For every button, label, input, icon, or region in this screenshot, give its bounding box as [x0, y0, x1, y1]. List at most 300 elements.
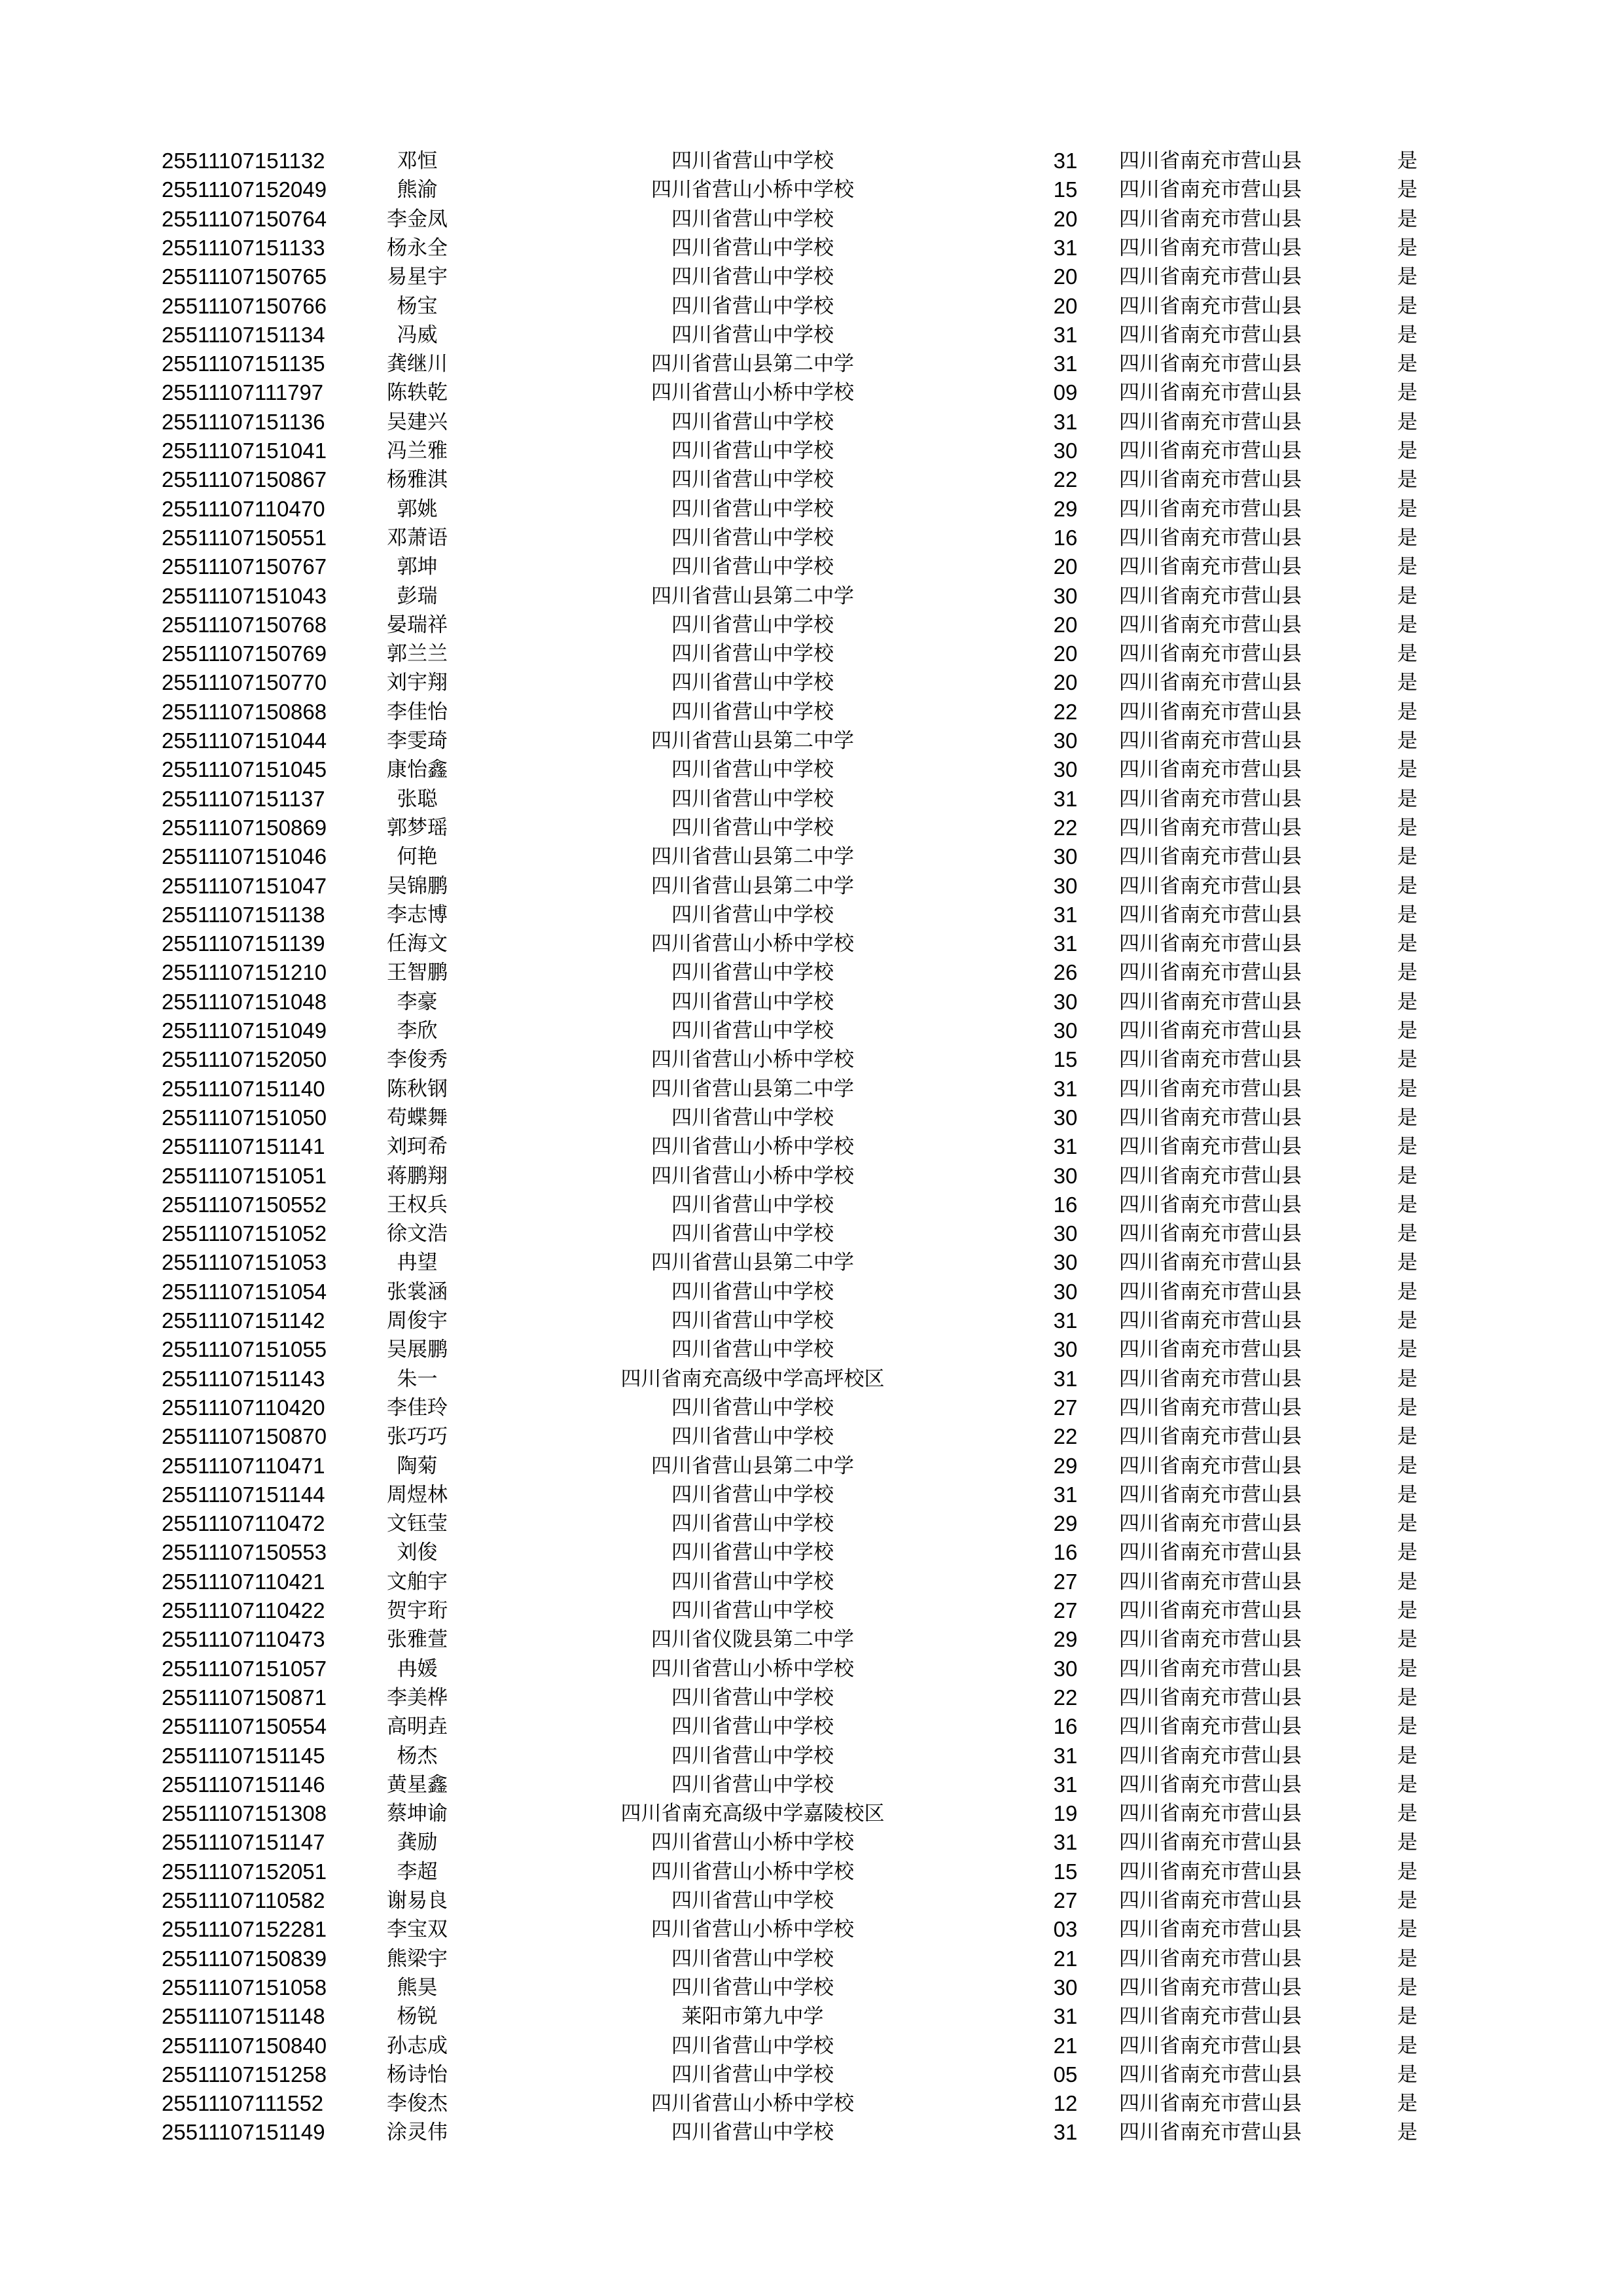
flag-cell: 是 [1397, 613, 1418, 637]
region-cell: 四川省南充市营山县 [1119, 1164, 1302, 1188]
student-name-cell: 杨雅淇 [387, 468, 448, 492]
student-name-cell: 李志博 [387, 903, 448, 927]
student-id-cell: 25511107151046 [162, 844, 327, 869]
flag-cell: 是 [1397, 1338, 1418, 1362]
region-cell: 四川省南充市营山县 [1119, 294, 1302, 318]
code-cell: 20 [1053, 293, 1078, 318]
school-name-cell: 莱阳市第九中学 [681, 2005, 824, 2029]
student-id-cell: 25511107150551 [162, 525, 327, 550]
student-name-cell: 孙志成 [387, 2034, 448, 2058]
table-row [0, 147, 1623, 175]
region-cell: 四川省南充市营山县 [1119, 352, 1302, 376]
student-id-cell: 25511107151149 [162, 2120, 325, 2145]
student-name-cell: 贺宇珩 [387, 1599, 448, 1623]
region-cell: 四川省南充市营山县 [1119, 468, 1302, 492]
code-cell: 31 [1053, 1134, 1078, 1159]
flag-cell: 是 [1397, 439, 1418, 463]
student-name-cell: 张聪 [397, 787, 438, 811]
school-name-cell: 四川省南充高级中学高坪校区 [620, 1367, 885, 1391]
code-cell: 30 [1053, 1656, 1078, 1681]
region-cell: 四川省南充市营山县 [1119, 1628, 1302, 1652]
school-name-cell: 四川省营山中学校 [671, 990, 834, 1014]
region-cell: 四川省南充市营山县 [1119, 1802, 1302, 1826]
student-name-cell: 杨杰 [397, 1744, 438, 1768]
student-id-cell: 25511107151145 [162, 1743, 325, 1768]
school-name-cell: 四川省营山小桥中学校 [651, 1048, 854, 1072]
code-cell: 22 [1053, 815, 1078, 840]
student-name-cell: 李俊杰 [387, 2092, 448, 2116]
school-name-cell: 四川省营山中学校 [671, 1512, 834, 1536]
school-name-cell: 四川省营山中学校 [671, 1744, 834, 1768]
region-cell: 四川省南充市营山县 [1119, 961, 1302, 985]
code-cell: 20 [1053, 641, 1078, 666]
student-id-cell: 25511107110422 [162, 1598, 325, 1623]
student-id-cell: 25511107151138 [162, 902, 325, 927]
flag-cell: 是 [1397, 1715, 1418, 1739]
school-name-cell: 四川省营山中学校 [671, 1222, 834, 1246]
student-name-cell: 陶菊 [397, 1454, 438, 1478]
table-row [0, 901, 1623, 929]
school-name-cell: 四川省营山中学校 [671, 642, 834, 666]
region-cell: 四川省南充市营山县 [1119, 1831, 1302, 1855]
student-id-cell: 25511107150769 [162, 641, 327, 666]
flag-cell: 是 [1397, 294, 1418, 318]
student-name-cell: 熊昊 [397, 1975, 438, 2000]
code-cell: 22 [1053, 467, 1078, 492]
student-id-cell: 25511107151148 [162, 2004, 325, 2029]
code-cell: 30 [1053, 1337, 1078, 1362]
region-cell: 四川省南充市营山县 [1119, 1367, 1302, 1391]
flag-cell: 是 [1397, 1772, 1418, 1797]
code-cell: 29 [1053, 496, 1078, 521]
region-cell: 四川省南充市营山县 [1119, 845, 1302, 869]
table-row [0, 495, 1623, 524]
student-name-cell: 刘俊 [397, 1541, 438, 1565]
table-row [0, 1103, 1623, 1132]
flag-cell: 是 [1397, 1077, 1418, 1101]
region-cell: 四川省南充市营山县 [1119, 381, 1302, 405]
table-row [0, 1568, 1623, 1596]
student-name-cell: 陈轶乾 [387, 381, 448, 405]
student-id-cell: 25511107110582 [162, 1888, 325, 1912]
region-cell: 四川省南充市营山县 [1119, 874, 1302, 898]
student-name-cell: 郭梦瑶 [387, 816, 448, 840]
student-id-cell: 25511107151132 [162, 149, 325, 173]
student-id-cell: 25511107151134 [162, 322, 325, 347]
student-name-cell: 冉望 [397, 1251, 438, 1275]
student-name-cell: 晏瑞祥 [387, 613, 448, 637]
school-name-cell: 四川省营山小桥中学校 [651, 1831, 854, 1855]
code-cell: 29 [1053, 1627, 1078, 1652]
table-row [0, 1306, 1623, 1335]
region-cell: 四川省南充市营山县 [1119, 555, 1302, 579]
student-id-cell: 25511107150869 [162, 815, 327, 840]
student-name-cell: 康怡鑫 [387, 758, 448, 782]
region-cell: 四川省南充市营山县 [1119, 903, 1302, 927]
student-name-cell: 蔡坤谕 [387, 1802, 448, 1826]
flag-cell: 是 [1397, 236, 1418, 260]
code-cell: 31 [1053, 1308, 1078, 1333]
school-name-cell: 四川省营山中学校 [671, 613, 834, 637]
region-cell: 四川省南充市营山县 [1119, 1135, 1302, 1159]
student-id-cell: 25511107151050 [162, 1105, 327, 1130]
code-cell: 30 [1053, 873, 1078, 898]
student-id-cell: 25511107150764 [162, 206, 327, 231]
school-name-cell: 四川省营山县第二中学 [651, 1077, 854, 1101]
student-name-cell: 高明垚 [387, 1715, 448, 1739]
table-row [0, 2089, 1623, 2118]
student-name-cell: 龚继川 [387, 352, 448, 376]
student-id-cell: 25511107151058 [162, 1975, 327, 2000]
student-id-cell: 25511107151137 [162, 786, 325, 811]
school-name-cell: 四川省营山小桥中学校 [651, 178, 854, 202]
student-id-cell: 25511107151141 [162, 1134, 325, 1159]
student-id-cell: 25511107150553 [162, 1540, 327, 1565]
table-row [0, 2118, 1623, 2147]
code-cell: 30 [1053, 1975, 1078, 2000]
flag-cell: 是 [1397, 1019, 1418, 1043]
school-name-cell: 四川省营山中学校 [671, 903, 834, 927]
flag-cell: 是 [1397, 178, 1418, 202]
student-id-cell: 25511107150868 [162, 699, 327, 724]
code-cell: 30 [1053, 1105, 1078, 1130]
flag-cell: 是 [1397, 990, 1418, 1014]
student-name-cell: 任海文 [387, 932, 448, 956]
flag-cell: 是 [1397, 1946, 1418, 1971]
region-cell: 四川省南充市营山县 [1119, 207, 1302, 231]
flag-cell: 是 [1397, 2121, 1418, 2145]
student-name-cell: 杨永全 [387, 236, 448, 260]
school-name-cell: 四川省营山中学校 [671, 1482, 834, 1507]
region-cell: 四川省南充市营山县 [1119, 1744, 1302, 1768]
table-row [0, 582, 1623, 611]
code-cell: 22 [1053, 699, 1078, 724]
code-cell: 31 [1053, 1076, 1078, 1101]
flag-cell: 是 [1397, 787, 1418, 811]
region-cell: 四川省南充市营山县 [1119, 178, 1302, 202]
flag-cell: 是 [1397, 700, 1418, 724]
flag-cell: 是 [1397, 1802, 1418, 1826]
school-name-cell: 四川省营山中学校 [671, 1193, 834, 1217]
table-row [0, 1365, 1623, 1393]
school-name-cell: 四川省营山中学校 [671, 439, 834, 463]
region-cell: 四川省南充市营山县 [1119, 1859, 1302, 1884]
code-cell: 31 [1053, 409, 1078, 434]
region-cell: 四川省南充市营山县 [1119, 1541, 1302, 1565]
school-name-cell: 四川省营山中学校 [671, 294, 834, 318]
table-row [0, 2060, 1623, 2089]
school-name-cell: 四川省营山中学校 [671, 700, 834, 724]
student-id-cell: 25511107151054 [162, 1279, 327, 1304]
flag-cell: 是 [1397, 1454, 1418, 1478]
student-id-cell: 25511107111797 [162, 380, 324, 405]
table-row [0, 1538, 1623, 1567]
student-id-cell: 25511107151044 [162, 728, 327, 753]
student-name-cell: 文钰莹 [387, 1512, 448, 1536]
student-id-cell: 25511107151143 [162, 1366, 325, 1391]
flag-cell: 是 [1397, 1570, 1418, 1594]
school-name-cell: 四川省营山中学校 [671, 1715, 834, 1739]
student-id-cell: 25511107151052 [162, 1221, 327, 1246]
student-name-cell: 吴锦鹏 [387, 874, 448, 898]
table-row [0, 755, 1623, 784]
student-id-cell: 25511107151057 [162, 1656, 327, 1681]
student-id-cell: 25511107152051 [162, 1859, 327, 1884]
code-cell: 21 [1053, 2033, 1078, 2058]
flag-cell: 是 [1397, 758, 1418, 782]
region-cell: 四川省南充市营山县 [1119, 1251, 1302, 1275]
table-row [0, 1857, 1623, 1886]
school-name-cell: 四川省营山中学校 [671, 1541, 834, 1565]
table-row [0, 175, 1623, 204]
flag-cell: 是 [1397, 1628, 1418, 1652]
code-cell: 27 [1053, 1888, 1078, 1912]
flag-cell: 是 [1397, 555, 1418, 579]
school-name-cell: 四川省营山小桥中学校 [651, 1918, 854, 1942]
student-id-cell: 25511107151140 [162, 1076, 325, 1101]
student-name-cell: 张雅萱 [387, 1628, 448, 1652]
student-name-cell: 熊梁宇 [387, 1946, 448, 1971]
student-name-cell: 李雯琦 [387, 729, 448, 753]
region-cell: 四川省南充市营山县 [1119, 1425, 1302, 1449]
table-row [0, 1655, 1623, 1683]
flag-cell: 是 [1397, 1541, 1418, 1565]
student-id-cell: 25511107151144 [162, 1482, 325, 1507]
table-row [0, 1016, 1623, 1045]
region-cell: 四川省南充市营山县 [1119, 1019, 1302, 1043]
student-id-cell: 25511107152049 [162, 177, 327, 202]
table-row [0, 1335, 1623, 1364]
school-name-cell: 四川省营山小桥中学校 [651, 1657, 854, 1681]
school-name-cell: 四川省营山中学校 [671, 2121, 834, 2145]
code-cell: 31 [1053, 2004, 1078, 2029]
student-name-cell: 郭坤 [397, 555, 438, 579]
student-id-cell: 25511107150768 [162, 612, 327, 637]
flag-cell: 是 [1397, 1482, 1418, 1507]
code-cell: 20 [1053, 612, 1078, 637]
student-id-cell: 25511107151139 [162, 931, 325, 956]
student-id-cell: 25511107152050 [162, 1047, 327, 1072]
student-id-cell: 25511107151136 [162, 409, 325, 434]
flag-cell: 是 [1397, 1367, 1418, 1391]
student-id-cell: 25511107150867 [162, 467, 327, 492]
code-cell: 22 [1053, 1685, 1078, 1710]
region-cell: 四川省南充市营山县 [1119, 1454, 1302, 1478]
school-name-cell: 四川省营山中学校 [671, 961, 834, 985]
school-name-cell: 四川省仪陇县第二中学 [651, 1628, 854, 1652]
student-id-cell: 25511107150765 [162, 264, 327, 289]
school-name-cell: 四川省营山中学校 [671, 526, 834, 550]
school-name-cell: 四川省营山中学校 [671, 2034, 834, 2058]
student-name-cell: 杨锐 [397, 2005, 438, 2029]
code-cell: 31 [1053, 1743, 1078, 1768]
code-cell: 31 [1053, 2120, 1078, 2145]
region-cell: 四川省南充市营山县 [1119, 1772, 1302, 1797]
student-name-cell: 李豪 [397, 990, 438, 1014]
student-name-cell: 李美桦 [387, 1685, 448, 1710]
flag-cell: 是 [1397, 1889, 1418, 1912]
code-cell: 30 [1053, 844, 1078, 869]
flag-cell: 是 [1397, 903, 1418, 927]
region-cell: 四川省南充市营山县 [1119, 729, 1302, 753]
school-name-cell: 四川省营山中学校 [671, 758, 834, 782]
table-row [0, 205, 1623, 234]
student-id-cell: 25511107151049 [162, 1018, 327, 1043]
school-name-cell: 四川省营山中学校 [671, 1772, 834, 1797]
student-name-cell: 郭兰兰 [387, 642, 448, 666]
school-name-cell: 四川省营山中学校 [671, 323, 834, 347]
code-cell: 30 [1053, 1221, 1078, 1246]
region-cell: 四川省南充市营山县 [1119, 439, 1302, 463]
flag-cell: 是 [1397, 1512, 1418, 1536]
school-name-cell: 四川省营山小桥中学校 [651, 932, 854, 956]
flag-cell: 是 [1397, 1657, 1418, 1681]
flag-cell: 是 [1397, 2034, 1418, 2058]
school-name-cell: 四川省营山中学校 [671, 149, 834, 173]
table-row [0, 465, 1623, 494]
code-cell: 29 [1053, 1511, 1078, 1536]
school-name-cell: 四川省营山中学校 [671, 265, 834, 289]
flag-cell: 是 [1397, 1309, 1418, 1333]
school-name-cell: 四川省营山中学校 [671, 1395, 834, 1420]
region-cell: 四川省南充市营山县 [1119, 526, 1302, 550]
student-id-cell: 25511107150839 [162, 1946, 327, 1971]
flag-cell: 是 [1397, 2005, 1418, 2029]
student-id-cell: 25511107151048 [162, 989, 327, 1014]
school-name-cell: 四川省营山中学校 [671, 1946, 834, 1971]
school-name-cell: 四川省营山中学校 [671, 468, 834, 492]
code-cell: 30 [1053, 1018, 1078, 1043]
code-cell: 16 [1053, 1192, 1078, 1217]
student-name-cell: 易星宇 [387, 265, 448, 289]
table-row [0, 1742, 1623, 1770]
school-name-cell: 四川省营山中学校 [671, 1685, 834, 1710]
table-row [0, 1278, 1623, 1306]
school-name-cell: 四川省营山小桥中学校 [651, 381, 854, 405]
student-id-cell: 25511107151043 [162, 583, 327, 608]
flag-cell: 是 [1397, 1744, 1418, 1768]
region-cell: 四川省南充市营山县 [1119, 1048, 1302, 1072]
table-row [0, 1480, 1623, 1509]
code-cell: 16 [1053, 525, 1078, 550]
region-cell: 四川省南充市营山县 [1119, 700, 1302, 724]
code-cell: 15 [1053, 1047, 1078, 1072]
region-cell: 四川省南充市营山县 [1119, 816, 1302, 840]
flag-cell: 是 [1397, 323, 1418, 347]
table-row [0, 1683, 1623, 1712]
region-cell: 四川省南充市营山县 [1119, 1570, 1302, 1594]
table-row [0, 639, 1623, 668]
region-cell: 四川省南充市营山县 [1119, 1222, 1302, 1246]
code-cell: 30 [1053, 989, 1078, 1014]
table-row [0, 611, 1623, 639]
table-row [0, 1799, 1623, 1828]
flag-cell: 是 [1397, 1251, 1418, 1275]
code-cell: 05 [1053, 2062, 1078, 2087]
region-cell: 四川省南充市营山县 [1119, 149, 1302, 173]
table-row [0, 872, 1623, 901]
flag-cell: 是 [1397, 961, 1418, 985]
school-name-cell: 四川省营山中学校 [671, 816, 834, 840]
table-row [0, 1132, 1623, 1161]
code-cell: 12 [1053, 2091, 1078, 2116]
school-name-cell: 四川省营山中学校 [671, 236, 834, 260]
student-name-cell: 冉媛 [397, 1657, 438, 1681]
student-id-cell: 25511107151045 [162, 757, 327, 782]
school-name-cell: 四川省营山小桥中学校 [651, 1164, 854, 1188]
table-row [0, 1596, 1623, 1625]
table-row [0, 1045, 1623, 1074]
student-name-cell: 李欣 [397, 1019, 438, 1043]
school-name-cell: 四川省营山县第二中学 [651, 874, 854, 898]
region-cell: 四川省南充市营山县 [1119, 497, 1302, 521]
table-row [0, 1393, 1623, 1422]
student-name-cell: 张裳涵 [387, 1280, 448, 1304]
table-row [0, 1452, 1623, 1480]
region-cell: 四川省南充市营山县 [1119, 642, 1302, 666]
school-name-cell: 四川省营山中学校 [671, 207, 834, 231]
table-row [0, 1248, 1623, 1277]
code-cell: 31 [1053, 931, 1078, 956]
student-name-cell: 王智鹏 [387, 961, 448, 985]
school-name-cell: 四川省营山中学校 [671, 1105, 834, 1130]
student-id-cell: 25511107151210 [162, 960, 327, 985]
flag-cell: 是 [1397, 352, 1418, 376]
school-name-cell: 四川省营山小桥中学校 [651, 1135, 854, 1159]
student-id-cell: 25511107150871 [162, 1685, 327, 1710]
code-cell: 31 [1053, 1772, 1078, 1797]
code-cell: 29 [1053, 1453, 1078, 1478]
student-name-cell: 朱一 [397, 1367, 438, 1391]
student-name-cell: 李佳怡 [387, 700, 448, 724]
region-cell: 四川省南充市营山县 [1119, 1889, 1302, 1912]
flag-cell: 是 [1397, 1918, 1418, 1942]
table-row [0, 262, 1623, 291]
student-name-cell: 冯兰雅 [387, 439, 448, 463]
student-name-cell: 邓萧语 [387, 526, 448, 550]
student-id-cell: 25511107150766 [162, 293, 327, 318]
table-row [0, 350, 1623, 378]
table-row [0, 552, 1623, 581]
student-name-cell: 吴展鹏 [387, 1338, 448, 1362]
code-cell: 26 [1053, 960, 1078, 985]
table-row [0, 437, 1623, 465]
code-cell: 15 [1053, 1859, 1078, 1884]
table-row [0, 2002, 1623, 2031]
flag-cell: 是 [1397, 1105, 1418, 1130]
code-cell: 30 [1053, 757, 1078, 782]
code-cell: 31 [1053, 149, 1078, 173]
code-cell: 31 [1053, 786, 1078, 811]
school-name-cell: 四川省营山中学校 [671, 1425, 834, 1449]
table-row [0, 668, 1623, 697]
student-name-cell: 彭瑞 [397, 584, 438, 608]
flag-cell: 是 [1397, 1048, 1418, 1072]
flag-cell: 是 [1397, 1859, 1418, 1884]
region-cell: 四川省南充市营山县 [1119, 1395, 1302, 1420]
school-name-cell: 四川省营山中学校 [671, 787, 834, 811]
student-name-cell: 邓恒 [397, 149, 438, 173]
table-row [0, 1886, 1623, 1915]
region-cell: 四川省南充市营山县 [1119, 1482, 1302, 1507]
student-name-cell: 杨宝 [397, 294, 438, 318]
table-row [0, 378, 1623, 407]
flag-cell: 是 [1397, 816, 1418, 840]
region-cell: 四川省南充市营山县 [1119, 1280, 1302, 1304]
flag-cell: 是 [1397, 410, 1418, 434]
flag-cell: 是 [1397, 265, 1418, 289]
region-cell: 四川省南充市营山县 [1119, 758, 1302, 782]
